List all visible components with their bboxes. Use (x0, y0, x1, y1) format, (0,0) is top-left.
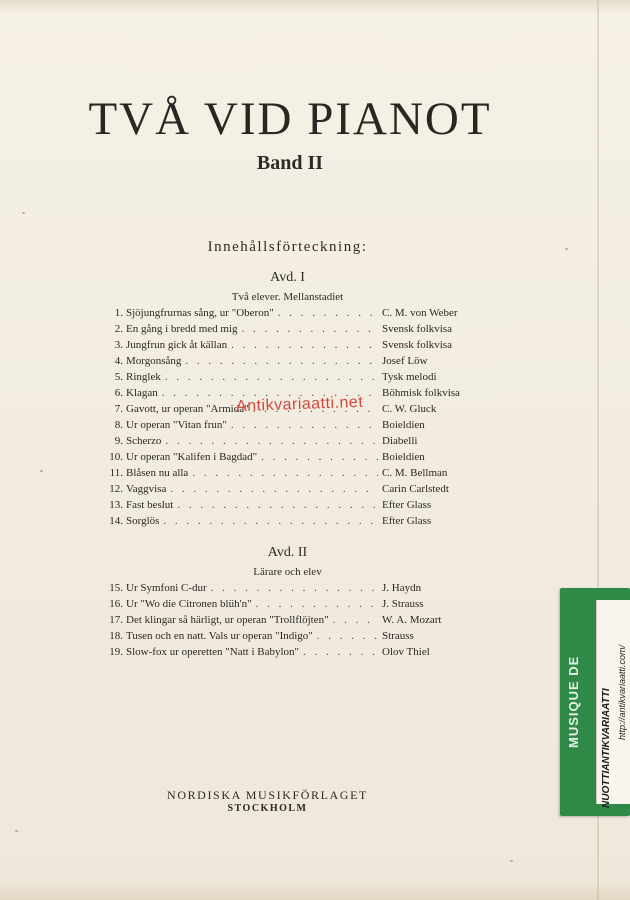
section-title-avd-1: Avd. I (270, 270, 305, 285)
toc-row (108, 513, 468, 529)
toc-row (108, 449, 468, 465)
toc-item-number: 9. (114, 435, 123, 447)
toc-leader-dots (278, 305, 378, 321)
toc-item-title: Ur operan "Kalifen i Bagdad" (126, 451, 258, 463)
toc-item-number: 5. (114, 371, 123, 383)
toc-row (108, 353, 468, 369)
toc-row (108, 612, 468, 628)
toc-leader-dots (177, 497, 378, 513)
toc-item-title: Ur operan "Vitan frun" (126, 419, 227, 431)
toc-item-number: 14. (109, 515, 123, 527)
toc-row (108, 644, 468, 660)
toc-leader-dots (256, 596, 378, 612)
toc-list-avd-2 (108, 580, 468, 660)
toc-leader-dots (242, 321, 378, 337)
toc-leader-dots (165, 369, 378, 385)
toc-item-composer: Tysk melodi (382, 371, 437, 383)
toc-item-number: 17. (109, 614, 123, 626)
toc-item-title: Blåsen nu alla (126, 467, 189, 479)
toc-leader-dots (163, 513, 378, 529)
toc-leader-dots (170, 481, 378, 497)
toc-row (108, 580, 468, 596)
paper-speck (40, 470, 43, 472)
toc-item-number: 19. (109, 646, 123, 658)
toc-item-number: 8. (114, 419, 123, 431)
toc-item-number: 7. (114, 403, 123, 415)
toc-leader-dots (185, 353, 378, 369)
toc-item-composer: W. A. Mozart (382, 614, 442, 626)
toc-item-title: En gång i bredd med mig (126, 323, 238, 335)
toc-row (108, 305, 468, 321)
toc-leader-dots (231, 337, 378, 353)
toc-item-title: Gavott, ur operan "Armida" (126, 403, 249, 415)
paper-speck (15, 830, 18, 832)
page-subtitle: Band II (256, 152, 324, 174)
toc-item-composer: C. W. Gluck (382, 403, 437, 415)
toc-row (108, 628, 468, 644)
paper-speck (22, 212, 25, 214)
toc-item-number: 11. (109, 467, 123, 479)
toc-row (108, 369, 468, 385)
toc-item-title: Ringlek (126, 371, 161, 383)
toc-leader-dots (231, 417, 378, 433)
toc-item-number: 16. (109, 598, 123, 610)
toc-leader-dots (317, 628, 378, 644)
toc-item-number: 4. (114, 355, 123, 367)
toc-leader-dots (165, 433, 378, 449)
toc-item-title: Vaggvisa (126, 483, 167, 495)
sticker-musique-text: MUSIQUE DE (566, 655, 581, 748)
toc-item-number: 1. (114, 307, 123, 319)
toc-item-composer: Efter Glass (382, 499, 432, 511)
sticker-url: http://antikvariaatti.com/ (617, 644, 627, 740)
toc-item-composer: Svensk folkvisa (382, 339, 452, 351)
page-bottom-edge (0, 882, 630, 900)
toc-item-composer: J. Haydn (382, 582, 422, 594)
toc-item-title: Fast beslut (126, 499, 174, 511)
toc-item-title: Sorglös (126, 515, 160, 527)
toc-item-number: 6. (114, 387, 123, 399)
toc-item-title: Scherzo (126, 435, 162, 447)
toc-row (108, 417, 468, 433)
toc-item-title: Det klingar så härligt, ur operan "Trollflöjten" (126, 614, 329, 626)
toc-item-composer: C. M. von Weber (382, 307, 458, 319)
toc-item-number: 10. (109, 451, 123, 463)
toc-item-title: Morgonsång (126, 355, 182, 367)
toc-row (108, 337, 468, 353)
toc-row (108, 497, 468, 513)
toc-item-number: 3. (114, 339, 123, 351)
toc-row (108, 596, 468, 612)
toc-leader-dots (211, 580, 378, 596)
toc-row (108, 481, 468, 497)
toc-leader-dots (303, 644, 378, 660)
toc-item-number: 15. (109, 582, 123, 594)
toc-item-composer: Efter Glass (382, 515, 432, 527)
toc-item-title: Sjöjungfrurnas sång, ur "Oberon" (126, 307, 274, 319)
sticker-shop-name: NUOTTIANTIKVARIAATTI (601, 688, 612, 808)
paper-speck (565, 248, 568, 250)
section-title-avd-2: Avd. II (267, 545, 308, 560)
toc-leader-dots (261, 449, 378, 465)
publisher-city: STOCKHOLM (227, 803, 308, 814)
toc-leader-dots (333, 612, 378, 628)
toc-item-composer: Josef Löw (382, 355, 428, 367)
toc-item-composer: Svensk folkvisa (382, 323, 452, 335)
toc-item-number: 18. (109, 630, 123, 642)
section-subtitle-avd-2: Lärare och elev (253, 566, 322, 578)
section-subtitle-avd-1: Två elever. Mellanstadiet (231, 291, 344, 303)
watermark-text: Antikvariaatti.net (235, 393, 364, 416)
toc-heading: Innehållsförteckning: (207, 239, 368, 255)
toc-item-number: 13. (109, 499, 123, 511)
toc-item-number: 12. (109, 483, 123, 495)
toc-item-composer: Carin Carlstedt (382, 483, 449, 495)
toc-item-title: Klagan (126, 387, 158, 399)
toc-item-composer: Diabelli (382, 435, 418, 447)
publisher-name: NORDISKA MUSIKFÖRLAGET (167, 788, 368, 802)
toc-item-title: Ur "Wo die Citronen blüh'n" (126, 598, 252, 610)
toc-row (108, 433, 468, 449)
page-top-edge (0, 0, 630, 14)
paper-speck (510, 860, 513, 862)
toc-row (108, 321, 468, 337)
toc-item-composer: Boieldien (382, 451, 425, 463)
toc-item-composer: Böhmisk folkvisa (382, 387, 460, 399)
toc-item-composer: Strauss (382, 630, 414, 642)
toc-leader-dots (192, 465, 378, 481)
toc-item-title: Jungfrun gick åt källan (126, 339, 228, 351)
toc-row (108, 465, 468, 481)
toc-item-title: Slow-fox ur operetten "Natt i Babylon" (126, 646, 300, 658)
toc-list-avd-1 (108, 305, 468, 529)
page-title: TVÅ VID PIANOT (88, 93, 492, 145)
toc-item-number: 2. (114, 323, 123, 335)
toc-item-title: Ur Symfoni C-dur (126, 582, 207, 594)
toc-item-composer: J. Strauss (382, 598, 424, 610)
toc-item-composer: Boieldien (382, 419, 425, 431)
toc-item-title: Tusen och en natt. Vals ur operan "Indigo" (126, 630, 313, 642)
toc-item-composer: C. M. Bellman (382, 467, 448, 479)
toc-item-composer: Olov Thiel (382, 646, 430, 658)
